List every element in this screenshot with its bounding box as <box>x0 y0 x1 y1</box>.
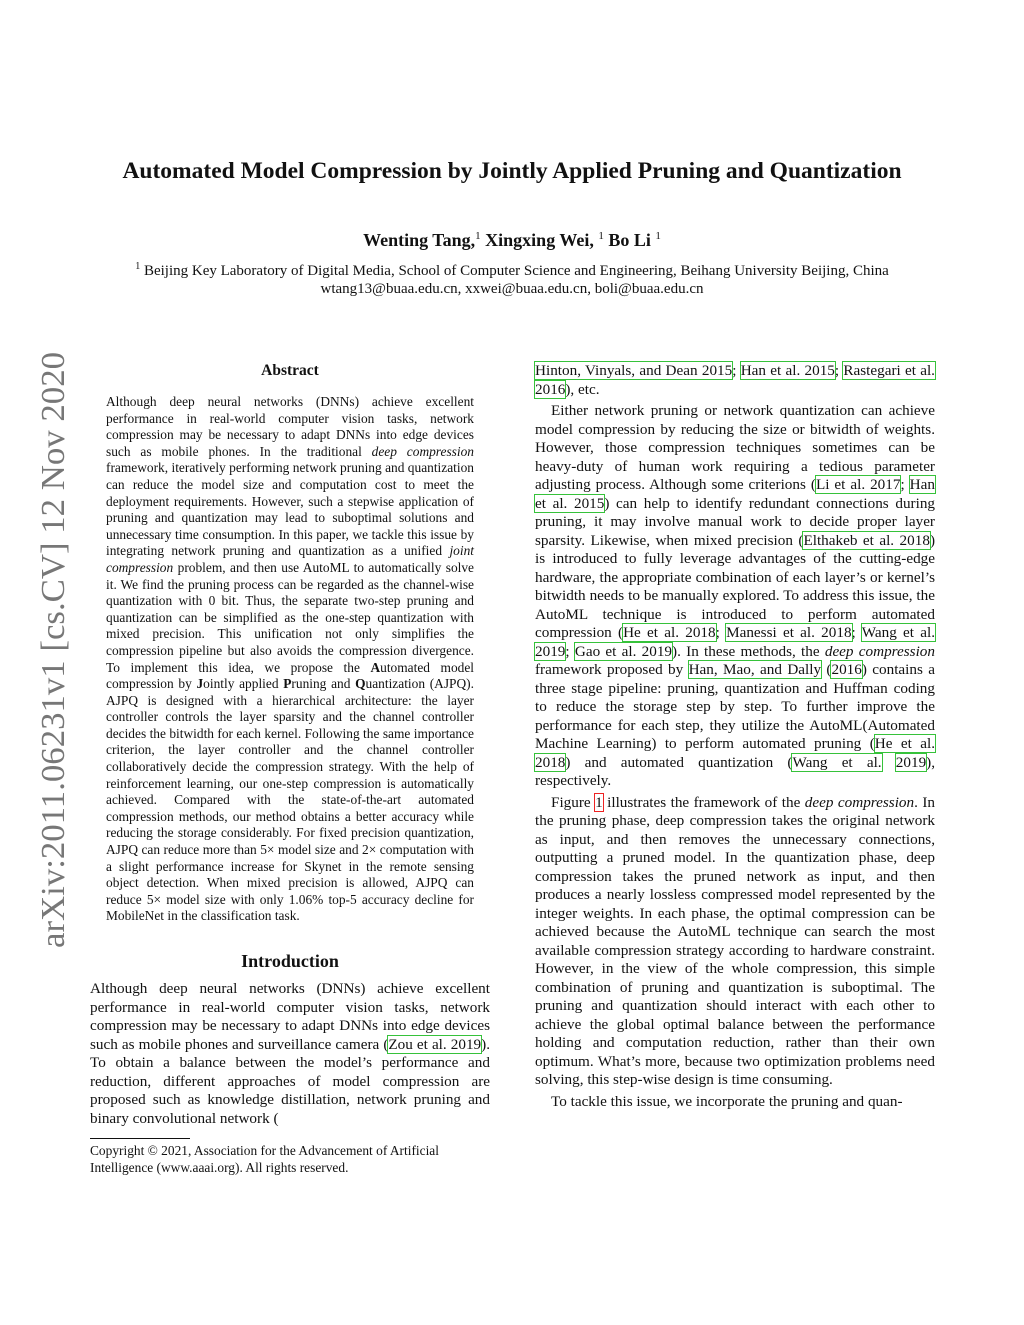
acronym-letter: J <box>196 676 204 692</box>
author-affil-mark: 1 <box>655 230 661 242</box>
abstract-span: ointly applied <box>203 676 284 692</box>
body-paragraph: To tackle this issue, we incorporate the pruning and quan- <box>551 1092 903 1110</box>
acronym-letter: A <box>370 659 381 675</box>
copyright-notice: Copyright © 2021, Association for the Advancement of Artificial Intelligence (www.aaai.org). All rights reserved. <box>90 1143 439 1175</box>
text-span: . In the pruning phase, deep compression takes the original network as input, and then removes the unnecessary connections, outputting a pruned model. In the quantization phase, deep compression takes the pruned network as input, and then produces a nearly lossless compressed model represented by the integer weights. In each phase, the optimal compression can be achieved because the AutoML technique can search the most available compression strategy according to hardware constraint. However, in the view of the whole compression, this simple combination of pruning and quantization is suboptimal. The pruning and quantization should interact with each other to achieve the global optimal balance between the performance holding and computation reduction, rather than their own optimum. What’s more, because two optimization problems need solving, this step-wise design is time consuming. <box>535 793 935 1088</box>
acronym-letter: P <box>283 676 292 692</box>
text-span <box>882 754 896 771</box>
citation-link[interactable]: Han et al. 2015 <box>740 362 835 379</box>
text-span: framework proposed by <box>535 661 689 678</box>
citation-link[interactable]: Elthakeb et al. 2018 <box>803 531 930 549</box>
text-span: ) can help to identify redundant connections during pruning, it may involve manual work to decide proper layer sparsity. Likewise, when mixed precision ( <box>535 494 936 549</box>
citation-link[interactable]: He et al. 2018 <box>623 624 716 641</box>
abstract-span: Although deep neural networks (DNNs) achieve excellent performance in real-world computer vision tasks, network compression may be necessary to adapt DNNs into edge devices such as mobile phones. In the traditional <box>106 394 474 459</box>
citation-link[interactable]: Han, Mao, and Dally <box>688 661 822 678</box>
abstract-emphasis: deep compression <box>371 443 474 459</box>
right-column <box>535 362 935 1111</box>
introduction-heading: Introduction <box>241 951 339 971</box>
text-span: ; <box>834 362 844 379</box>
author-name: Xingxing Wei, <box>485 230 594 250</box>
affil-mark: 1 <box>135 261 141 272</box>
text-span: ( <box>821 661 832 678</box>
citation-link[interactable]: Han et al. 2015 <box>535 476 935 512</box>
abstract-span: runing and <box>291 676 356 692</box>
paper-title: Automated Model Compression by Jointly Applied Pruning and Quantization <box>122 158 902 184</box>
text-span: Figure <box>551 793 596 811</box>
citation-link[interactable]: He et al. 2018 <box>535 735 935 771</box>
body-paragraph <box>535 794 935 1090</box>
affiliation-block <box>0 258 1024 298</box>
abstract-span: uantization (AJPQ). AJPQ is designed with a hierarchical architecture: the layer controller controls the layer sparsity and the channel controller decides the bitwidth for each kernel. Following the same importance criterion, the layer controller and the channel controller collaboratively decide the compression strategy. With the help of reinforcement learning, our one-step compression is automatically achieved. Compared with the state-of-the-art automated compression methods, our method obtains a better accuracy while reducing the storage considerably. For fixed precision quantization, AJPQ can reduce more than 5× model size and 2× computation with a slight performance increase for Skynet in the remote sensing object detection. When mixed precision is allowed, AJPQ can reduce 5× model size with only 1.06% top-5 accuracy decline for MobileNet in the classification task. <box>106 676 474 924</box>
text-span: illustrates the framework of the <box>602 793 805 811</box>
abstract-heading: Abstract <box>261 362 319 379</box>
citation-link[interactable]: Manessi et al. 2018 <box>726 624 852 641</box>
abstract-span: problem, and then use AutoML to automatically solve it. We find the pruning process can be regarded as the channel-wise quantization with 0 bit. Thus, the separate two-step pruning and quantization can be simplified as the one-step quantization with mixed precision. This unification not only simplifies the compression pipeline but also avoids the compression divergence. To implement this idea, we propose the <box>106 559 474 675</box>
text-span: Either network pruning or network quantization can achieve model compression by reducing the size or bitwidth of weights. However, those compression techniques sometimes can be heavy-duty of human work requiring a tedious parameter adjusting process. Although some criterions ( <box>535 402 935 493</box>
text-span: ; <box>900 476 910 493</box>
arxiv-identifier <box>16 350 76 950</box>
abstract-text <box>106 394 474 925</box>
abstract-emphasis: joint compression <box>106 543 474 575</box>
abstract-span: utomated model compression by <box>106 659 474 692</box>
text-span: ; <box>715 624 727 641</box>
text-span: ). To obtain a balance between the model’s performance and reduction, different approaches of model compression are proposed such as knowledge distillation, network pruning and binary convolutional network ( <box>90 1035 490 1127</box>
citation-link[interactable]: Hinton, Vinyals, and Dean 2015 <box>535 362 733 379</box>
citation-link[interactable]: Rastegari et al. 2016 <box>535 362 935 398</box>
text-span: ; <box>732 362 741 379</box>
text-span: ) contains a three stage pipeline: pruning, quantization and Huffman coding to reduce the storage step by step. To further improve the performance for each step, they utilize the AutoML(Automated Machine Learning) to perform automated pruning ( <box>535 661 935 752</box>
introduction-paragraph <box>90 980 490 1128</box>
text-span: ; <box>851 624 862 641</box>
affiliation-line <box>0 258 1024 280</box>
author-affil-mark: 1 <box>475 230 481 242</box>
citation-link[interactable]: Wang et al. 2019 <box>535 624 936 660</box>
arxiv-identifier-text: arXiv:2011.06231v1 [cs.CV] 12 Nov 2020 <box>35 365 72 948</box>
author-affil-mark: 1 <box>598 230 604 242</box>
citation-link[interactable]: Zou et al. 2019 <box>388 1035 482 1053</box>
affiliation-text: Beijing Key Laboratory of Digital Media, School of Computer Science and Engineering, Beihang University Beijing, China <box>143 263 889 279</box>
footnote-rule <box>90 1138 190 1139</box>
author-name: Wenting Tang, <box>363 230 476 250</box>
abstract-span: framework, iteratively performing network pruning and quantization can reduce the model size and computation cost to meet the deployment requirements. However, such a stepwise application of pruning and quantization may lead to suboptimal solutions and unnecessary time consumption. In this paper, we tackle this issue by integrating network pruning and quantization as a unified <box>106 460 474 559</box>
paragraph-continued <box>535 362 935 399</box>
figure-link[interactable]: 1 <box>595 793 603 811</box>
emphasis: deep compression <box>824 642 935 660</box>
citation-link[interactable]: Li et al. 2017 <box>815 476 901 493</box>
citation-link[interactable]: 2016 <box>831 661 862 678</box>
acronym-letter: Q <box>355 676 366 692</box>
text-span: Although deep neural networks (DNNs) achieve excellent performance in real-world computer vision tasks, network compression may be necessary to adapt DNNs into edge devices such as mobile phones and surveillance camera ( <box>90 980 490 1053</box>
citation-link[interactable]: Wang et al. <box>792 753 882 771</box>
body-paragraph <box>535 402 935 791</box>
text-span: ), respectively. <box>535 753 936 789</box>
text-span: ; <box>565 642 575 660</box>
author-list <box>0 230 1024 251</box>
author-name: Bo Li <box>608 230 651 250</box>
text-span: ) is introduced to fully leverage advantages of the cutting-edge hardware, the appropriate combination of each layer’s or kernel’s bitwidth needs to be manually explored. To address this issue, the AutoML technique is introduced to perform automated compression ( <box>535 531 935 641</box>
text-span: ) and automated quantization ( <box>565 753 793 771</box>
text-span: ). In these methods, the <box>672 642 825 660</box>
text-span: ), etc. <box>565 380 600 398</box>
left-column <box>90 362 490 1176</box>
emphasis: deep compression <box>804 793 915 811</box>
citation-link[interactable]: 2019 <box>895 753 927 771</box>
citation-link[interactable]: Gao et al. 2019 <box>574 642 673 660</box>
author-emails: wtang13@buaa.edu.cn, xxwei@buaa.edu.cn, boli@buaa.edu.cn <box>320 281 704 297</box>
